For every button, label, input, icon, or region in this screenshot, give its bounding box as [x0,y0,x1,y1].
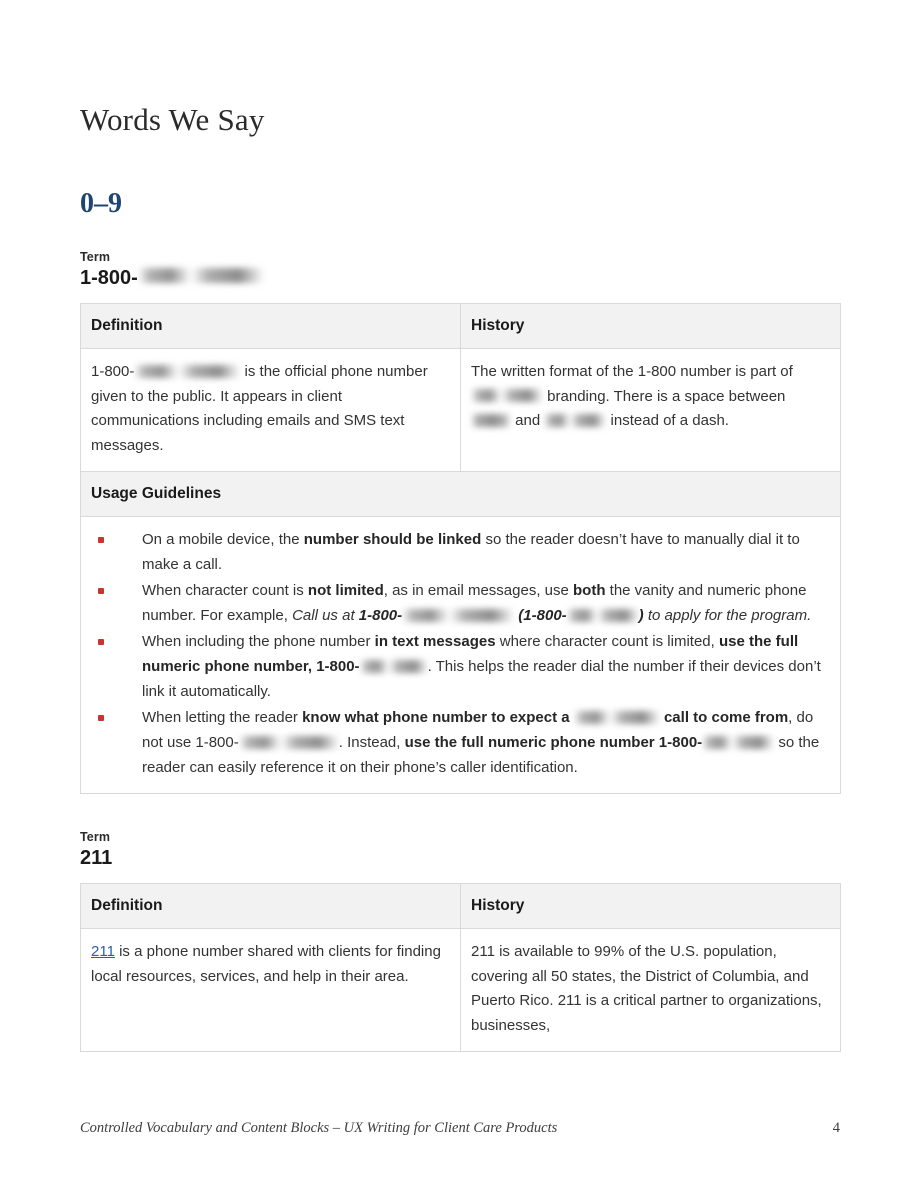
text-run: 1-800- [358,607,403,624]
text-run: When letting the reader [142,709,303,726]
term-label: Term [80,250,111,264]
redacted-text [702,736,774,749]
column-header-history: History [461,884,841,929]
text-run: is the official phone number given to the public. It appears in client communications including emails and SMS text messages. [91,363,428,454]
text-run: know what phone number to expect a [302,709,574,726]
text-run: , do not use 1-800- [142,709,814,751]
term-block-1-800 [80,250,840,794]
text-run: (1-800- [514,607,567,624]
page-footer [80,1120,840,1137]
text-run: call to come from [659,709,789,726]
term-table-1-800 [80,303,841,794]
text-run: so the reader can easily reference it on their phone’s caller identification. [142,734,820,776]
text-run: . Instead, [338,734,405,751]
redacted-text [471,389,543,402]
page-number: 4 [832,1120,840,1136]
column-header-definition: Definition [81,884,461,929]
text-run: and [511,412,545,429]
text-run: 1-800- [91,363,135,380]
page-title: Words We Say [80,102,265,137]
redacted-text [239,736,339,749]
term-block-211 [80,830,840,1052]
term-name: 211 [80,847,113,869]
footer-text: Controlled Vocabulary and Content Blocks – UX Writing for Client Care Products [80,1120,558,1136]
text-run: number should be linked [303,531,482,548]
text-run: instead of a dash. [606,412,729,429]
link-211[interactable]: 211 [91,943,115,960]
definition-text: is a phone number shared with clients for finding local resources, services, and help in their area. [91,943,441,985]
definition-cell [81,929,461,1052]
text-run: , as in email messages, use [383,582,574,599]
text-run: branding. There is a space between [543,387,786,405]
history-cell: 211 is available to 99% of the U.S. population, covering all 50 states, the District of Columbia, and Puerto Rico. 211 is a critical partner to organizations, businesses, [461,929,841,1052]
redacted-text [471,414,511,427]
term-name [80,266,840,291]
text-run: where character count is limited, [495,633,719,650]
text-run: both [573,582,606,599]
text-run: The written format of the 1-800 number is part of [471,363,793,380]
list-item [91,629,826,704]
section-header-usage-guidelines: Usage Guidelines [81,472,841,517]
usage-guidelines-header-row [81,472,841,517]
usage-guidelines-list [91,527,826,780]
text-run: When including the phone number [142,633,375,650]
term-table-211 [80,883,841,1052]
redacted-text [402,609,514,622]
redacted-text [567,609,639,622]
list-item [91,527,826,577]
text-run: ) [638,607,644,624]
text-run: the vanity and numeric phone number. For example, [142,582,807,624]
redacted-text [544,414,606,427]
table-header-row [81,304,841,349]
text-run: not limited [307,582,384,599]
text-run: so the reader doesn’t have to manually dial it to make a call. [142,531,800,573]
history-cell [461,349,841,472]
redacted-term-name [138,268,264,283]
redacted-text [574,711,660,724]
page-content [80,100,840,1052]
column-header-history: History [461,304,841,349]
text-run: in text messages [374,633,496,650]
list-item [91,705,826,780]
column-header-definition: Definition [81,304,461,349]
term-name-prefix: 1-800- [80,267,138,289]
text-run: use the full numeric phone number, 1-800- [142,633,799,675]
text-run: When character count is [142,582,308,599]
redacted-text [360,660,428,673]
text-run: to apply for the program. [643,607,812,624]
usage-guidelines-cell [81,517,841,794]
text-run: Call us at [292,607,359,624]
term-label: Term [80,830,111,844]
table-row [81,349,841,472]
table-header-row [81,884,841,929]
table-row [81,929,841,1052]
section-heading-0-9: 0–9 [80,188,122,219]
definition-cell [81,349,461,472]
usage-guidelines-row [81,517,841,794]
redacted-text [134,365,240,378]
list-item [91,578,826,628]
text-run: use the full numeric phone number 1-800- [404,734,703,751]
text-run: . This helps the reader dial the number if their devices don’t link it automatically. [142,658,821,700]
text-run: On a mobile device, the [142,531,304,548]
